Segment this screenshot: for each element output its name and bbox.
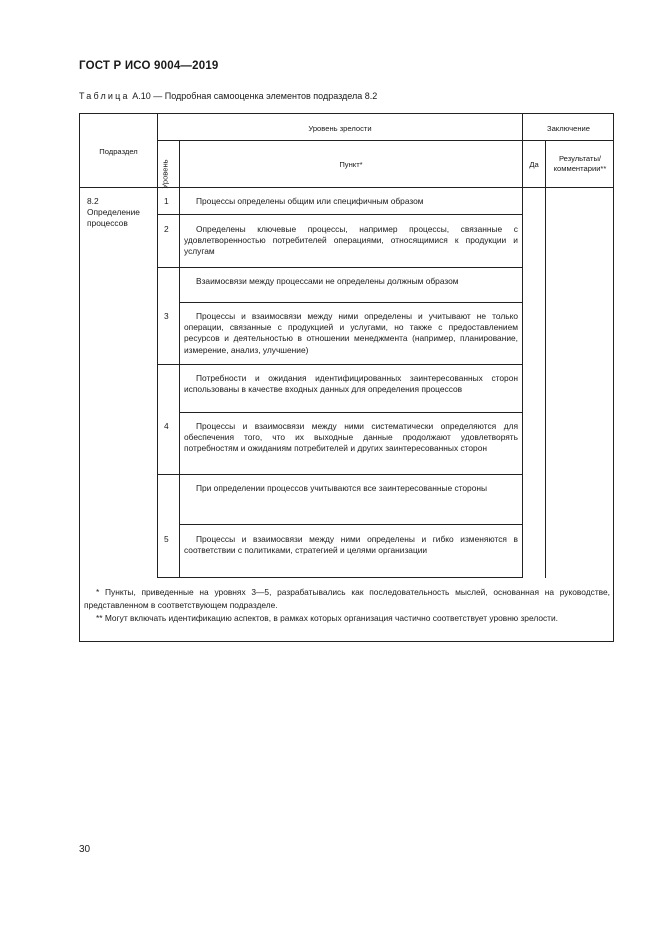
subsection-cell: 8.2 Определение процессов [87,196,140,228]
page-number: 30 [79,844,91,855]
level-number-1: 1 [164,196,169,206]
self-assessment-table [79,113,614,642]
level-number-4: 4 [164,421,169,431]
item-level3-a: Процессы и взаимосвязи между ними определены и учитывают не только операции, связанные с продукцией и услугами, но также с предоставлением ресурсов и деятельностью в отношении менеджмента (например, планирование, измерение, анализ, улучшение) [184,311,518,355]
level-number-2: 2 [164,224,169,234]
table-caption [79,91,377,101]
item-level4-b: При определении процессов учитываются все заинтересованные стороны [196,483,488,493]
item-level5-a: Процессы и взаимосвязи между ними определены и гибко изменяются в соответствии с политиками, стратегией и целями организации [184,534,518,556]
item-level3-b: Потребности и ожидания идентифицированных заинтересованных сторон использованы в качестве входных данных для определения процессов [184,373,518,395]
col-header-subsection: Подраздел [99,147,138,156]
item-level1-a: Процессы определены общим или специфичным образом [196,196,424,206]
level-number-3: 3 [164,311,169,321]
col-header-yes: Да [529,160,539,169]
item-level2-b: Взаимосвязи между процессами не определены должным образом [196,276,459,286]
col-header-results-comments: Результаты/ комментарии** [553,154,607,173]
table-caption-label: Таблица [79,91,130,101]
level-number-5: 5 [164,534,169,544]
col-header-item: Пункт* [339,160,363,169]
footnote-2: ** Могут включать идентификацию аспектов, в рамках которых организация частично соответствует уровню зрелости. [96,613,559,623]
col-header-conclusion: Заключение [546,124,590,133]
table-caption-text: А.10 — Подробная самооценка элементов подраздела 8.2 [132,91,378,101]
col-header-level: Уровень [160,159,170,189]
footnote-1: * Пункты, приведенные на уровнях 3—5, разрабатывались как последовательность мыслей, основанная на руководстве, представленном в соответствующем подразделе. [84,587,610,610]
item-level2-a: Определены ключевые процессы, например процессы, связанные с удовлетворенностью потребителей операциями, относящимися к продукции и услугам [184,224,518,257]
item-level4-a: Процессы и взаимосвязи между ними систематически определяются для обеспечения того, что их выходные данные продолжают удовлетворять потребностям и ожиданиям потребителей и других заинтересованных сторон [184,421,518,454]
col-header-maturity-level: Уровень зрелости [308,124,372,133]
document-title: ГОСТ Р ИСО 9004—2019 [79,60,219,72]
